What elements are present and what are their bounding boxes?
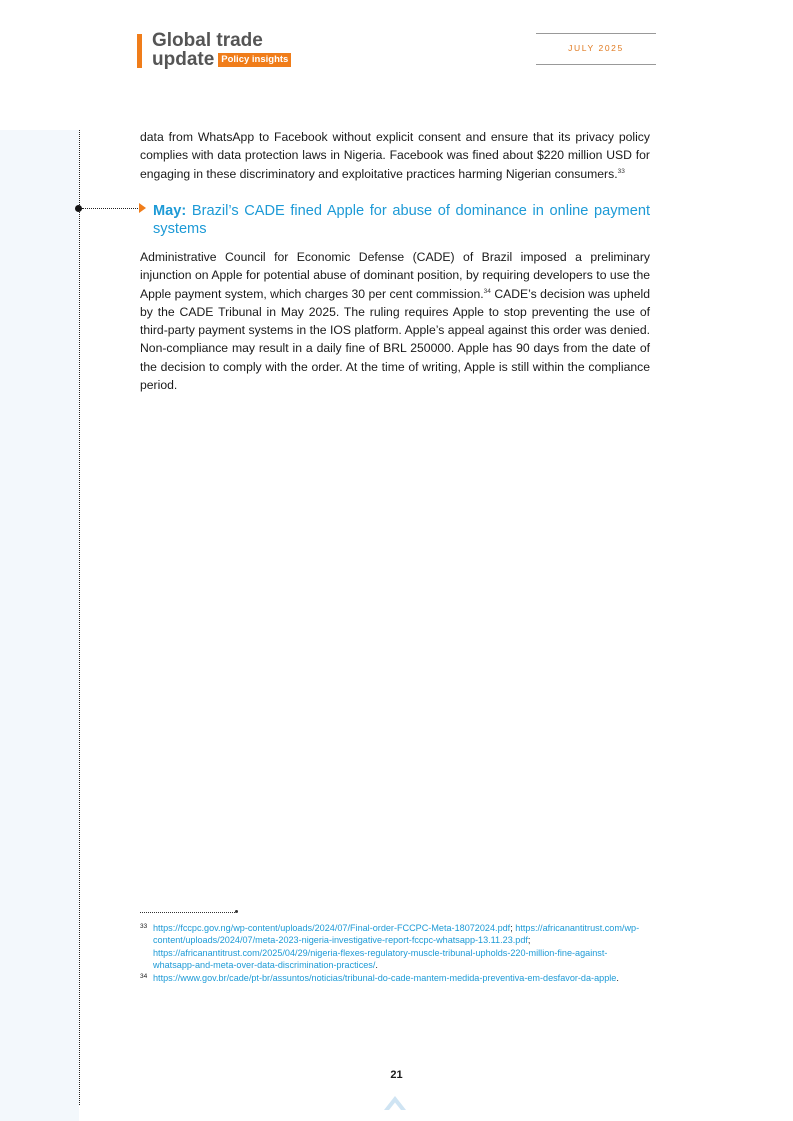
section-text-1: Administrative Council for Economic Defense (CADE) of Brazil imposed a preliminary injunction on Apple for potential abuse of dominant position, by requiring developers to use the Apple payment system, which charges 30 per cent commission. — [140, 250, 650, 301]
section-paragraph — [140, 248, 650, 394]
footnote-34 — [140, 972, 645, 984]
section-text-2: CADE’s decision was upheld by the CADE Tribunal in May 2025. The ruling requires Apple to stop preventing the use of third-party payment systems in the IOS platform. Apple’s appeal against this order was denied. Non-compliance may result in a daily fine of BRL 250000. Apple has 90 days from the date of the decision to comply with the order. At the time of writing, Apple is still within the compliance period. — [140, 286, 650, 393]
section-month: May: — [153, 203, 187, 219]
arrow-right-icon — [139, 203, 146, 213]
footnote-33 — [140, 922, 645, 972]
section-heading — [153, 202, 650, 238]
timeline-dot — [75, 205, 82, 212]
footnote-end: . — [375, 960, 378, 971]
dotted-margin-line — [79, 130, 80, 1105]
footnote-end: . — [616, 972, 619, 983]
footnote-link[interactable]: https://africanantitrust.com/wp-content/uploads/2024/07/meta-2023-nigeria-investigative-report-fccpc-whatsapp-13.11.23.pdf — [153, 923, 640, 946]
footnote-text — [153, 922, 645, 972]
footnote-link[interactable]: https://www.gov.br/cade/pt-br/assuntos/noticias/tribunal-do-cade-mantem-medida-preventiva-em-desfavor-da-apple — [153, 972, 617, 983]
intro-paragraph — [140, 128, 650, 183]
issue-date: JULY 2025 — [568, 43, 624, 53]
footnote-link[interactable]: https://fccpc.gov.ng/wp-content/uploads/2024/07/Final-order-FCCPC-Meta-18072024.pdf — [153, 923, 511, 933]
up-chevron-icon[interactable] — [382, 1090, 408, 1114]
logo — [152, 31, 291, 69]
policy-insights-badge: Policy insights — [218, 53, 291, 67]
footnotes — [140, 922, 645, 984]
section-title: Brazil’s CADE fined Apple for abuse of dominance in online payment systems — [153, 203, 650, 237]
footnote-text — [153, 972, 645, 984]
date-block — [536, 33, 656, 65]
page-number: 21 — [390, 1069, 403, 1081]
link-separator: ; — [510, 923, 516, 933]
logo-title-line2-row — [152, 50, 291, 69]
intro-text: data from WhatsApp to Facebook without explicit consent and ensure that its privacy policy complies with data protection laws in Nigeria. Facebook was fined about $220 million USD for engaging in these discriminatory and exploitative practices harming Nigerian consumers. — [140, 130, 650, 181]
footnote-separator-dot — [235, 910, 238, 913]
link-separator: ; — [527, 935, 531, 946]
side-panel — [0, 130, 79, 1121]
footnote-ref-33[interactable]: 33 — [617, 167, 625, 175]
footnote-number: 34 — [140, 972, 148, 980]
footnote-link[interactable]: https://africanantitrust.com/2025/04/29/nigeria-flexes-regulatory-muscle-tribunal-upholds-220-million-fine-against-whatsapp-and-meta-over-data-discrimination-practices/ — [153, 947, 608, 971]
logo-title-line2: update — [152, 49, 215, 70]
logo-title-line1: Global trade — [152, 30, 263, 51]
footnote-ref-34[interactable]: 34 — [483, 287, 491, 295]
logo-accent-bar — [137, 34, 142, 68]
up-chevron-shape — [384, 1096, 406, 1110]
footnote-number: 33 — [140, 923, 148, 930]
timeline-connector — [82, 208, 142, 209]
footnote-separator — [140, 912, 235, 913]
